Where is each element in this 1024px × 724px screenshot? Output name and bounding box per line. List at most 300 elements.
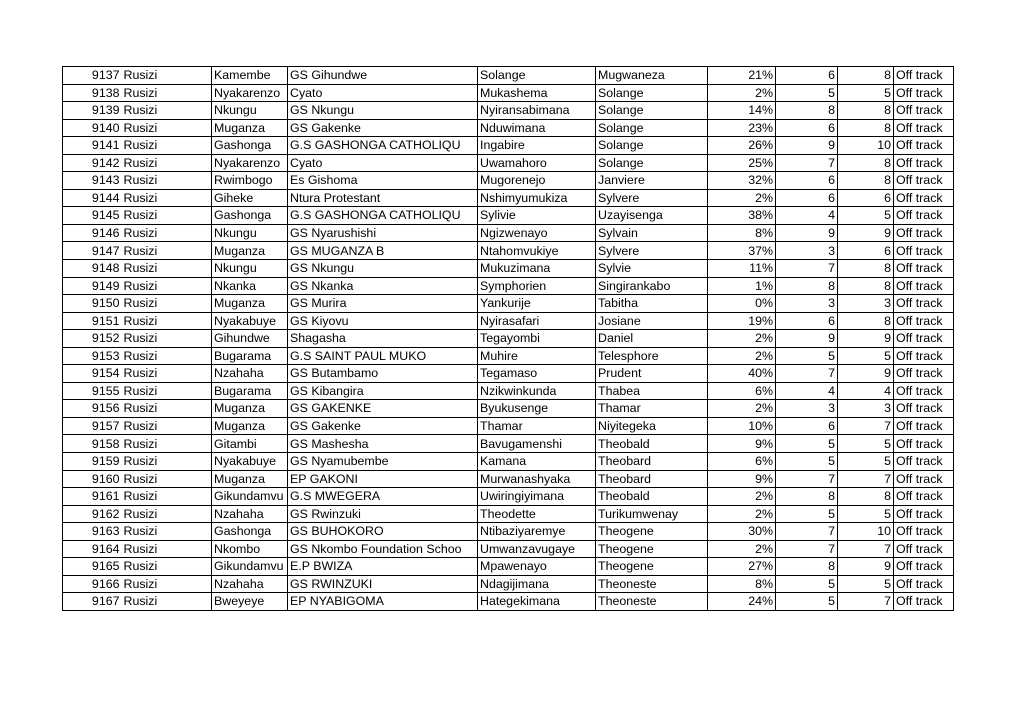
cell-last-name: Nduwimana bbox=[478, 119, 596, 137]
cell-district: Rusizi bbox=[122, 453, 212, 471]
cell-status: Off track bbox=[894, 207, 954, 225]
cell-first-name: Theogene bbox=[596, 558, 708, 576]
cell-percent: 9% bbox=[708, 470, 776, 488]
cell-status: Off track bbox=[894, 119, 954, 137]
cell-score-a: 5 bbox=[776, 593, 838, 611]
cell-id: 9160 bbox=[63, 470, 122, 488]
cell-last-name: Muhire bbox=[478, 347, 596, 365]
cell-school: Shagasha bbox=[288, 330, 478, 348]
cell-score-b: 7 bbox=[838, 417, 894, 435]
cell-score-b: 8 bbox=[838, 277, 894, 295]
cell-sector: Gitambi bbox=[212, 435, 288, 453]
cell-score-b: 8 bbox=[838, 488, 894, 506]
cell-status: Off track bbox=[894, 224, 954, 242]
cell-district: Rusizi bbox=[122, 224, 212, 242]
cell-first-name: Niyitegeka bbox=[596, 417, 708, 435]
cell-first-name: Uzayisenga bbox=[596, 207, 708, 225]
table-row bbox=[63, 154, 954, 172]
cell-score-a: 7 bbox=[776, 365, 838, 383]
table-row bbox=[63, 575, 954, 593]
cell-percent: 8% bbox=[708, 575, 776, 593]
cell-district: Rusizi bbox=[122, 417, 212, 435]
cell-district: Rusizi bbox=[122, 593, 212, 611]
cell-score-b: 5 bbox=[838, 575, 894, 593]
cell-first-name: Theoneste bbox=[596, 575, 708, 593]
cell-percent: 2% bbox=[708, 330, 776, 348]
cell-score-a: 7 bbox=[776, 260, 838, 278]
cell-school: Ntura Protestant bbox=[288, 189, 478, 207]
cell-last-name: Yankurije bbox=[478, 295, 596, 313]
table-row bbox=[63, 295, 954, 313]
cell-sector: Muganza bbox=[212, 295, 288, 313]
cell-school: E.P BWIZA bbox=[288, 558, 478, 576]
cell-first-name: Theobald bbox=[596, 435, 708, 453]
cell-id: 9162 bbox=[63, 505, 122, 523]
cell-sector: Nyakabuye bbox=[212, 453, 288, 471]
table-row bbox=[63, 330, 954, 348]
cell-school: GS Gihundwe bbox=[288, 67, 478, 85]
table-row bbox=[63, 312, 954, 330]
cell-status: Off track bbox=[894, 67, 954, 85]
cell-sector: Bugarama bbox=[212, 382, 288, 400]
cell-sector: Gikundamvu bbox=[212, 558, 288, 576]
cell-last-name: Tegamaso bbox=[478, 365, 596, 383]
cell-score-a: 8 bbox=[776, 102, 838, 120]
cell-sector: Bugarama bbox=[212, 347, 288, 365]
cell-sector: Kamembe bbox=[212, 67, 288, 85]
cell-score-a: 7 bbox=[776, 523, 838, 541]
cell-score-b: 5 bbox=[838, 435, 894, 453]
cell-first-name: Theobard bbox=[596, 470, 708, 488]
cell-last-name: Nshimyumukiza bbox=[478, 189, 596, 207]
cell-school: G.S MWEGERA bbox=[288, 488, 478, 506]
cell-percent: 9% bbox=[708, 435, 776, 453]
cell-percent: 10% bbox=[708, 417, 776, 435]
cell-id: 9147 bbox=[63, 242, 122, 260]
cell-district: Rusizi bbox=[122, 488, 212, 506]
table-row bbox=[63, 207, 954, 225]
cell-score-b: 5 bbox=[838, 453, 894, 471]
cell-id: 9146 bbox=[63, 224, 122, 242]
cell-school: Cyato bbox=[288, 154, 478, 172]
cell-district: Rusizi bbox=[122, 523, 212, 541]
cell-sector: Gihundwe bbox=[212, 330, 288, 348]
cell-first-name: Sylvere bbox=[596, 189, 708, 207]
cell-score-b: 8 bbox=[838, 172, 894, 190]
cell-district: Rusizi bbox=[122, 154, 212, 172]
cell-status: Off track bbox=[894, 540, 954, 558]
cell-score-b: 8 bbox=[838, 260, 894, 278]
cell-score-a: 3 bbox=[776, 242, 838, 260]
cell-first-name: Solange bbox=[596, 84, 708, 102]
cell-status: Off track bbox=[894, 435, 954, 453]
cell-id: 9138 bbox=[63, 84, 122, 102]
table-row bbox=[63, 277, 954, 295]
cell-percent: 24% bbox=[708, 593, 776, 611]
cell-last-name: Tegayombi bbox=[478, 330, 596, 348]
table-row bbox=[63, 417, 954, 435]
cell-score-a: 5 bbox=[776, 575, 838, 593]
cell-percent: 2% bbox=[708, 84, 776, 102]
table-row bbox=[63, 224, 954, 242]
cell-first-name: Sylvie bbox=[596, 260, 708, 278]
cell-district: Rusizi bbox=[122, 295, 212, 313]
cell-sector: Bweyeye bbox=[212, 593, 288, 611]
cell-percent: 6% bbox=[708, 382, 776, 400]
cell-status: Off track bbox=[894, 453, 954, 471]
cell-first-name: Mugwaneza bbox=[596, 67, 708, 85]
cell-score-a: 7 bbox=[776, 470, 838, 488]
cell-percent: 21% bbox=[708, 67, 776, 85]
cell-score-a: 9 bbox=[776, 137, 838, 155]
cell-score-a: 6 bbox=[776, 67, 838, 85]
table-row bbox=[63, 558, 954, 576]
cell-status: Off track bbox=[894, 417, 954, 435]
cell-district: Rusizi bbox=[122, 575, 212, 593]
cell-district: Rusizi bbox=[122, 260, 212, 278]
cell-status: Off track bbox=[894, 277, 954, 295]
cell-score-a: 9 bbox=[776, 224, 838, 242]
cell-id: 9148 bbox=[63, 260, 122, 278]
table-row bbox=[63, 242, 954, 260]
cell-score-a: 6 bbox=[776, 189, 838, 207]
cell-district: Rusizi bbox=[122, 137, 212, 155]
cell-score-a: 4 bbox=[776, 382, 838, 400]
cell-first-name: Turikumwenay bbox=[596, 505, 708, 523]
cell-score-b: 4 bbox=[838, 382, 894, 400]
cell-first-name: Solange bbox=[596, 119, 708, 137]
cell-id: 9141 bbox=[63, 137, 122, 155]
cell-district: Rusizi bbox=[122, 277, 212, 295]
cell-status: Off track bbox=[894, 295, 954, 313]
cell-district: Rusizi bbox=[122, 102, 212, 120]
cell-percent: 2% bbox=[708, 347, 776, 365]
cell-score-b: 8 bbox=[838, 67, 894, 85]
cell-first-name: Theogene bbox=[596, 540, 708, 558]
cell-first-name: Sylvere bbox=[596, 242, 708, 260]
cell-school: GS Kibangira bbox=[288, 382, 478, 400]
cell-percent: 32% bbox=[708, 172, 776, 190]
cell-score-a: 6 bbox=[776, 172, 838, 190]
cell-sector: Nkombo bbox=[212, 540, 288, 558]
cell-school: GS Nyarushishi bbox=[288, 224, 478, 242]
cell-status: Off track bbox=[894, 593, 954, 611]
cell-status: Off track bbox=[894, 189, 954, 207]
cell-district: Rusizi bbox=[122, 540, 212, 558]
cell-school: G.S GASHONGA CATHOLIQU bbox=[288, 207, 478, 225]
cell-score-b: 8 bbox=[838, 312, 894, 330]
cell-last-name: Solange bbox=[478, 67, 596, 85]
cell-last-name: Uwiringiyimana bbox=[478, 488, 596, 506]
cell-percent: 2% bbox=[708, 488, 776, 506]
table-row bbox=[63, 84, 954, 102]
cell-status: Off track bbox=[894, 347, 954, 365]
cell-status: Off track bbox=[894, 102, 954, 120]
cell-id: 9142 bbox=[63, 154, 122, 172]
cell-id: 9140 bbox=[63, 119, 122, 137]
cell-score-a: 3 bbox=[776, 400, 838, 418]
cell-sector: Nyakarenzo bbox=[212, 84, 288, 102]
table-row bbox=[63, 189, 954, 207]
cell-first-name: Solange bbox=[596, 102, 708, 120]
cell-score-b: 10 bbox=[838, 523, 894, 541]
table-row bbox=[63, 260, 954, 278]
cell-first-name: Telesphore bbox=[596, 347, 708, 365]
cell-district: Rusizi bbox=[122, 119, 212, 137]
cell-score-b: 7 bbox=[838, 470, 894, 488]
cell-score-a: 8 bbox=[776, 488, 838, 506]
cell-first-name: Solange bbox=[596, 154, 708, 172]
cell-school: GS Nkungu bbox=[288, 102, 478, 120]
table-row bbox=[63, 137, 954, 155]
cell-first-name: Sylvain bbox=[596, 224, 708, 242]
cell-last-name: Thamar bbox=[478, 417, 596, 435]
cell-percent: 19% bbox=[708, 312, 776, 330]
cell-school: GS BUHOKORO bbox=[288, 523, 478, 541]
cell-score-a: 8 bbox=[776, 277, 838, 295]
cell-district: Rusizi bbox=[122, 207, 212, 225]
cell-sector: Gashonga bbox=[212, 137, 288, 155]
cell-last-name: Mpawenayo bbox=[478, 558, 596, 576]
cell-district: Rusizi bbox=[122, 84, 212, 102]
cell-district: Rusizi bbox=[122, 365, 212, 383]
cell-last-name: Uwamahoro bbox=[478, 154, 596, 172]
cell-id: 9149 bbox=[63, 277, 122, 295]
cell-school: GS MUGANZA B bbox=[288, 242, 478, 260]
cell-school: EP GAKONI bbox=[288, 470, 478, 488]
cell-sector: Muganza bbox=[212, 470, 288, 488]
cell-school: GS Nkungu bbox=[288, 260, 478, 278]
cell-percent: 2% bbox=[708, 189, 776, 207]
cell-school: GS Kiyovu bbox=[288, 312, 478, 330]
cell-status: Off track bbox=[894, 470, 954, 488]
cell-first-name: Theobald bbox=[596, 488, 708, 506]
table-body bbox=[63, 67, 954, 611]
cell-score-a: 5 bbox=[776, 505, 838, 523]
table-row bbox=[63, 102, 954, 120]
cell-last-name: Mukashema bbox=[478, 84, 596, 102]
cell-last-name: Ntibaziyaremye bbox=[478, 523, 596, 541]
cell-district: Rusizi bbox=[122, 382, 212, 400]
table-row bbox=[63, 505, 954, 523]
cell-percent: 30% bbox=[708, 523, 776, 541]
cell-sector: Nzahaha bbox=[212, 575, 288, 593]
cell-last-name: Kamana bbox=[478, 453, 596, 471]
cell-status: Off track bbox=[894, 137, 954, 155]
table-row bbox=[63, 67, 954, 85]
cell-school: GS Gakenke bbox=[288, 417, 478, 435]
cell-status: Off track bbox=[894, 382, 954, 400]
cell-id: 9161 bbox=[63, 488, 122, 506]
table-row bbox=[63, 119, 954, 137]
cell-first-name: Prudent bbox=[596, 365, 708, 383]
cell-school: Cyato bbox=[288, 84, 478, 102]
cell-id: 9143 bbox=[63, 172, 122, 190]
cell-score-b: 7 bbox=[838, 540, 894, 558]
cell-id: 9163 bbox=[63, 523, 122, 541]
cell-score-b: 8 bbox=[838, 102, 894, 120]
data-table bbox=[62, 66, 954, 611]
cell-sector: Nzahaha bbox=[212, 365, 288, 383]
cell-score-b: 7 bbox=[838, 593, 894, 611]
cell-district: Rusizi bbox=[122, 470, 212, 488]
cell-percent: 26% bbox=[708, 137, 776, 155]
cell-district: Rusizi bbox=[122, 400, 212, 418]
cell-percent: 2% bbox=[708, 505, 776, 523]
cell-last-name: Bavugamenshi bbox=[478, 435, 596, 453]
cell-status: Off track bbox=[894, 523, 954, 541]
cell-id: 9158 bbox=[63, 435, 122, 453]
cell-percent: 23% bbox=[708, 119, 776, 137]
cell-district: Rusizi bbox=[122, 330, 212, 348]
table-row bbox=[63, 400, 954, 418]
cell-id: 9145 bbox=[63, 207, 122, 225]
cell-id: 9166 bbox=[63, 575, 122, 593]
cell-last-name: Nyirasafari bbox=[478, 312, 596, 330]
cell-first-name: Janviere bbox=[596, 172, 708, 190]
cell-status: Off track bbox=[894, 84, 954, 102]
cell-sector: Gashonga bbox=[212, 207, 288, 225]
cell-first-name: Daniel bbox=[596, 330, 708, 348]
cell-district: Rusizi bbox=[122, 172, 212, 190]
cell-score-b: 3 bbox=[838, 295, 894, 313]
cell-status: Off track bbox=[894, 172, 954, 190]
cell-id: 9144 bbox=[63, 189, 122, 207]
cell-score-b: 5 bbox=[838, 207, 894, 225]
cell-id: 9150 bbox=[63, 295, 122, 313]
cell-first-name: Thabea bbox=[596, 382, 708, 400]
cell-score-a: 5 bbox=[776, 84, 838, 102]
table-row bbox=[63, 435, 954, 453]
cell-percent: 6% bbox=[708, 453, 776, 471]
cell-score-b: 9 bbox=[838, 224, 894, 242]
cell-first-name: Josiane bbox=[596, 312, 708, 330]
cell-sector: Nkanka bbox=[212, 277, 288, 295]
cell-percent: 1% bbox=[708, 277, 776, 295]
cell-score-b: 6 bbox=[838, 242, 894, 260]
cell-score-a: 5 bbox=[776, 347, 838, 365]
cell-id: 9153 bbox=[63, 347, 122, 365]
table-row bbox=[63, 540, 954, 558]
cell-school: GS RWINZUKI bbox=[288, 575, 478, 593]
cell-sector: Muganza bbox=[212, 119, 288, 137]
table-row bbox=[63, 593, 954, 611]
cell-percent: 14% bbox=[708, 102, 776, 120]
table-row bbox=[63, 365, 954, 383]
cell-sector: Muganza bbox=[212, 417, 288, 435]
cell-score-b: 5 bbox=[838, 347, 894, 365]
cell-score-a: 6 bbox=[776, 312, 838, 330]
cell-score-b: 3 bbox=[838, 400, 894, 418]
cell-score-b: 8 bbox=[838, 119, 894, 137]
cell-sector: Nzahaha bbox=[212, 505, 288, 523]
cell-score-a: 9 bbox=[776, 330, 838, 348]
cell-score-a: 6 bbox=[776, 119, 838, 137]
cell-id: 9156 bbox=[63, 400, 122, 418]
cell-district: Rusizi bbox=[122, 347, 212, 365]
cell-sector: Gikundamvu bbox=[212, 488, 288, 506]
cell-id: 9167 bbox=[63, 593, 122, 611]
cell-score-b: 9 bbox=[838, 365, 894, 383]
cell-status: Off track bbox=[894, 330, 954, 348]
cell-district: Rusizi bbox=[122, 505, 212, 523]
cell-percent: 2% bbox=[708, 540, 776, 558]
cell-percent: 38% bbox=[708, 207, 776, 225]
cell-district: Rusizi bbox=[122, 189, 212, 207]
cell-score-a: 3 bbox=[776, 295, 838, 313]
cell-sector: Muganza bbox=[212, 242, 288, 260]
cell-status: Off track bbox=[894, 488, 954, 506]
cell-id: 9155 bbox=[63, 382, 122, 400]
cell-last-name: Mugorenejo bbox=[478, 172, 596, 190]
cell-sector: Rwimbogo bbox=[212, 172, 288, 190]
cell-district: Rusizi bbox=[122, 435, 212, 453]
cell-score-a: 8 bbox=[776, 558, 838, 576]
cell-district: Rusizi bbox=[122, 312, 212, 330]
cell-percent: 2% bbox=[708, 400, 776, 418]
cell-last-name: Murwanashyaka bbox=[478, 470, 596, 488]
cell-first-name: Tabitha bbox=[596, 295, 708, 313]
cell-sector: Muganza bbox=[212, 400, 288, 418]
cell-district: Rusizi bbox=[122, 67, 212, 85]
cell-score-a: 5 bbox=[776, 453, 838, 471]
cell-status: Off track bbox=[894, 558, 954, 576]
cell-last-name: Umwanzavugaye bbox=[478, 540, 596, 558]
table-row bbox=[63, 382, 954, 400]
cell-status: Off track bbox=[894, 154, 954, 172]
cell-school: G.S GASHONGA CATHOLIQU bbox=[288, 137, 478, 155]
cell-last-name: Symphorien bbox=[478, 277, 596, 295]
cell-last-name: Ngizwenayo bbox=[478, 224, 596, 242]
table-row bbox=[63, 488, 954, 506]
cell-score-a: 7 bbox=[776, 154, 838, 172]
cell-id: 9157 bbox=[63, 417, 122, 435]
table-row bbox=[63, 347, 954, 365]
cell-percent: 0% bbox=[708, 295, 776, 313]
cell-sector: Nyakarenzo bbox=[212, 154, 288, 172]
cell-school: GS Nkombo Foundation Schoo bbox=[288, 540, 478, 558]
cell-sector: Gashonga bbox=[212, 523, 288, 541]
cell-percent: 11% bbox=[708, 260, 776, 278]
cell-school: GS GAKENKE bbox=[288, 400, 478, 418]
table-row bbox=[63, 523, 954, 541]
cell-score-a: 6 bbox=[776, 417, 838, 435]
cell-last-name: Ingabire bbox=[478, 137, 596, 155]
cell-score-b: 10 bbox=[838, 137, 894, 155]
table-row bbox=[63, 453, 954, 471]
cell-sector: Nkungu bbox=[212, 224, 288, 242]
cell-school: GS Mashesha bbox=[288, 435, 478, 453]
cell-percent: 27% bbox=[708, 558, 776, 576]
cell-school: GS Nkanka bbox=[288, 277, 478, 295]
cell-id: 9159 bbox=[63, 453, 122, 471]
cell-score-b: 5 bbox=[838, 84, 894, 102]
cell-district: Rusizi bbox=[122, 242, 212, 260]
cell-score-a: 7 bbox=[776, 540, 838, 558]
cell-first-name: Solange bbox=[596, 137, 708, 155]
cell-school: GS Gakenke bbox=[288, 119, 478, 137]
cell-last-name: Ntahomvukiye bbox=[478, 242, 596, 260]
cell-first-name: Theobard bbox=[596, 453, 708, 471]
cell-status: Off track bbox=[894, 312, 954, 330]
cell-last-name: Nyiransabimana bbox=[478, 102, 596, 120]
cell-sector: Nkungu bbox=[212, 102, 288, 120]
cell-last-name: Hategekimana bbox=[478, 593, 596, 611]
cell-id: 9154 bbox=[63, 365, 122, 383]
cell-score-b: 5 bbox=[838, 505, 894, 523]
cell-sector: Nkungu bbox=[212, 260, 288, 278]
table-row bbox=[63, 470, 954, 488]
